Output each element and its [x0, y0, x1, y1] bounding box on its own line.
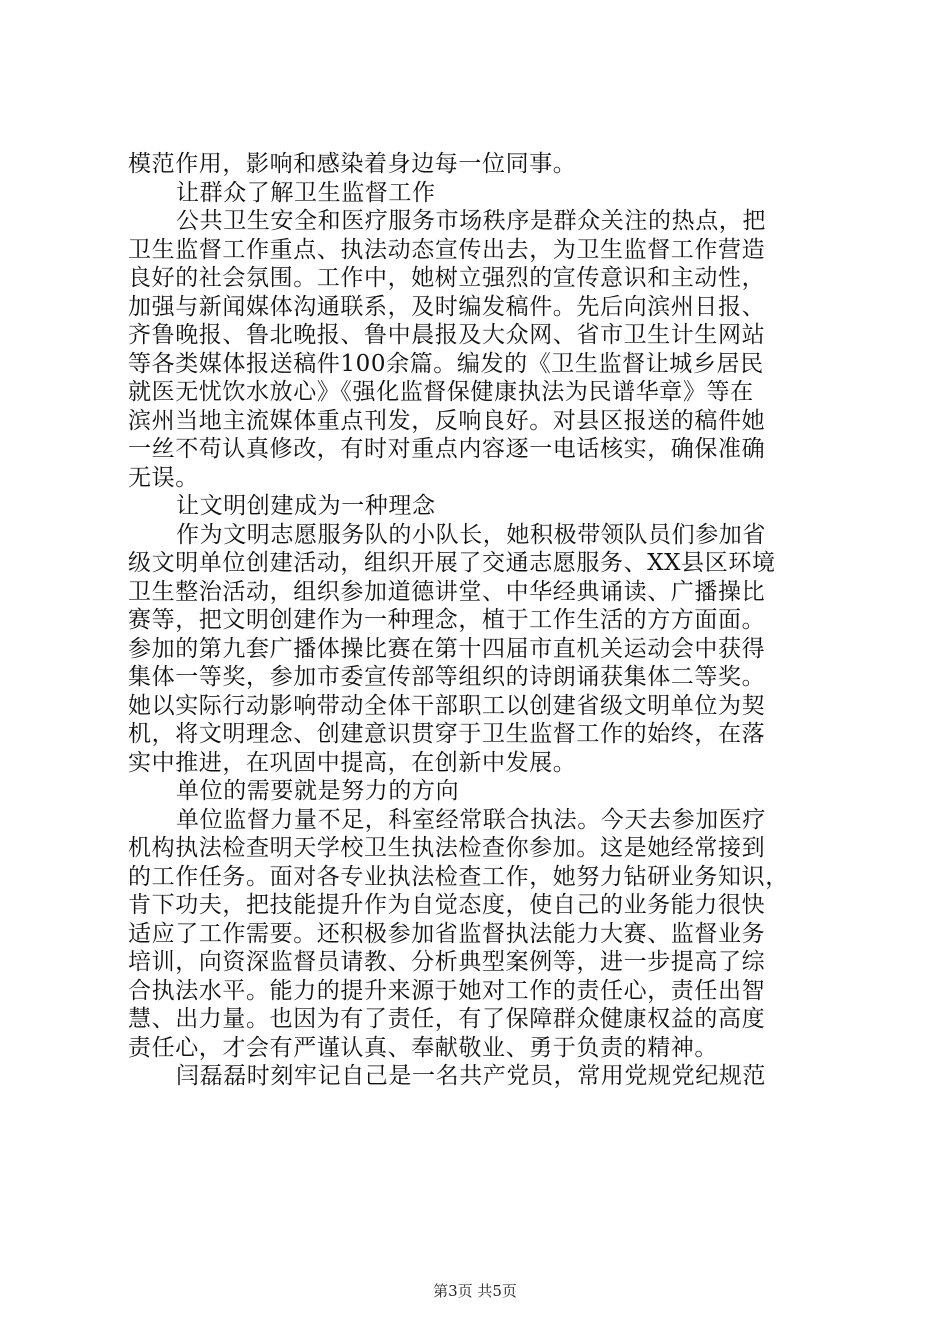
text-line: 等各类媒体报送稿件100余篇。编发的《卫生监督让城乡居民 [128, 350, 764, 377]
text-line: 适应了工作需要。还积极参加省监督执法能力大赛、监督业务 [128, 920, 766, 947]
text-line: 实中推进，在巩固中提高，在创新中发展。 [128, 749, 577, 776]
page-footer: 第3页 共5页 [433, 1282, 517, 1300]
text-line: 模范作用，影响和感染着身边每一位同事。 [128, 151, 577, 177]
text-line: 赛等，把文明创建作为一种理念，植于工作生活的方方面面。 [128, 607, 766, 633]
text-line: 慧、出力量。也因为有了责任，有了保障群众健康权益的高度 [128, 1006, 766, 1032]
document-body [128, 150, 828, 1091]
text-line: 单位监督力量不足，科室经常联合执法。今天去参加医疗 [176, 806, 766, 833]
text-line: 级文明单位创建活动，组织开展了交通志愿服务、XX县区环境 [128, 550, 776, 576]
text-line: 集体一等奖，参加市委宣传部等组织的诗朗诵获集体二等奖。 [128, 664, 766, 690]
text-line: 滨州当地主流媒体重点刊发，反响良好。对县区报送的稿件她 [128, 407, 766, 434]
text-line: 卫生监督工作重点、执法动态宣传出去，为卫生监督工作营造 [128, 236, 766, 263]
text-line: 她以实际行动影响带动全体干部职工以创建省级文明单位为契 [128, 692, 766, 719]
text-line: 无误。 [128, 464, 199, 491]
text-line: 的工作任务。面对各专业执法检查工作，她努力钻研业务知识， [128, 863, 789, 890]
text-line: 齐鲁晚报、鲁北晚报、鲁中晨报及大众网、省市卫生计生网站 [128, 322, 766, 348]
text-line: 肯下功夫，把技能提升作为自觉态度，使自己的业务能力很快 [128, 892, 766, 918]
text-line: 机构执法检查明天学校卫生执法检查你参加。这是她经常接到 [128, 835, 766, 861]
text-line: 单位的需要就是努力的方向 [176, 778, 460, 804]
text-line: 一丝不苟认真修改，有时对重点内容逐一电话核实，确保准确 [128, 436, 766, 462]
text-line: 合执法水平。能力的提升来源于她对工作的责任心，责任出智 [128, 977, 766, 1004]
text-line: 就医无忧饮水放心》《强化监督保健康执法为民谱华章》等在 [128, 379, 754, 405]
text-line: 卫生整治活动，组织参加道德讲堂、中华经典诵读、广播操比 [128, 578, 766, 605]
text-line: 让群众了解卫生监督工作 [176, 179, 436, 206]
text-line: 公共卫生安全和医疗服务市场秩序是群众关注的热点，把 [176, 208, 766, 234]
text-line: 责任心，才会有严谨认真、奉献敬业、勇于负责的精神。 [128, 1034, 718, 1061]
text-line: 参加的第九套广播体操比赛在第十四届市直机关运动会中获得 [128, 635, 766, 662]
text-line: 机，将文明理念、创建意识贯穿于卫生监督工作的始终，在落 [128, 721, 766, 747]
text-line: 闫磊磊时刻牢记自己是一名共产党员，常用党规党纪规范 [176, 1063, 766, 1089]
text-line: 作为文明志愿服务队的小队长，她积极带领队员们参加省 [176, 521, 766, 548]
text-line: 培训，向资深监督员请教、分析典型案例等，进一步提高了综 [128, 949, 766, 975]
text-line: 良好的社会氛围。工作中，她树立强烈的宣传意识和主动性， [128, 265, 766, 291]
text-line: 加强与新闻媒体沟通联系，及时编发稿件。先后向滨州日报、 [128, 293, 766, 320]
text-line: 让文明创建成为一种理念 [176, 493, 436, 519]
